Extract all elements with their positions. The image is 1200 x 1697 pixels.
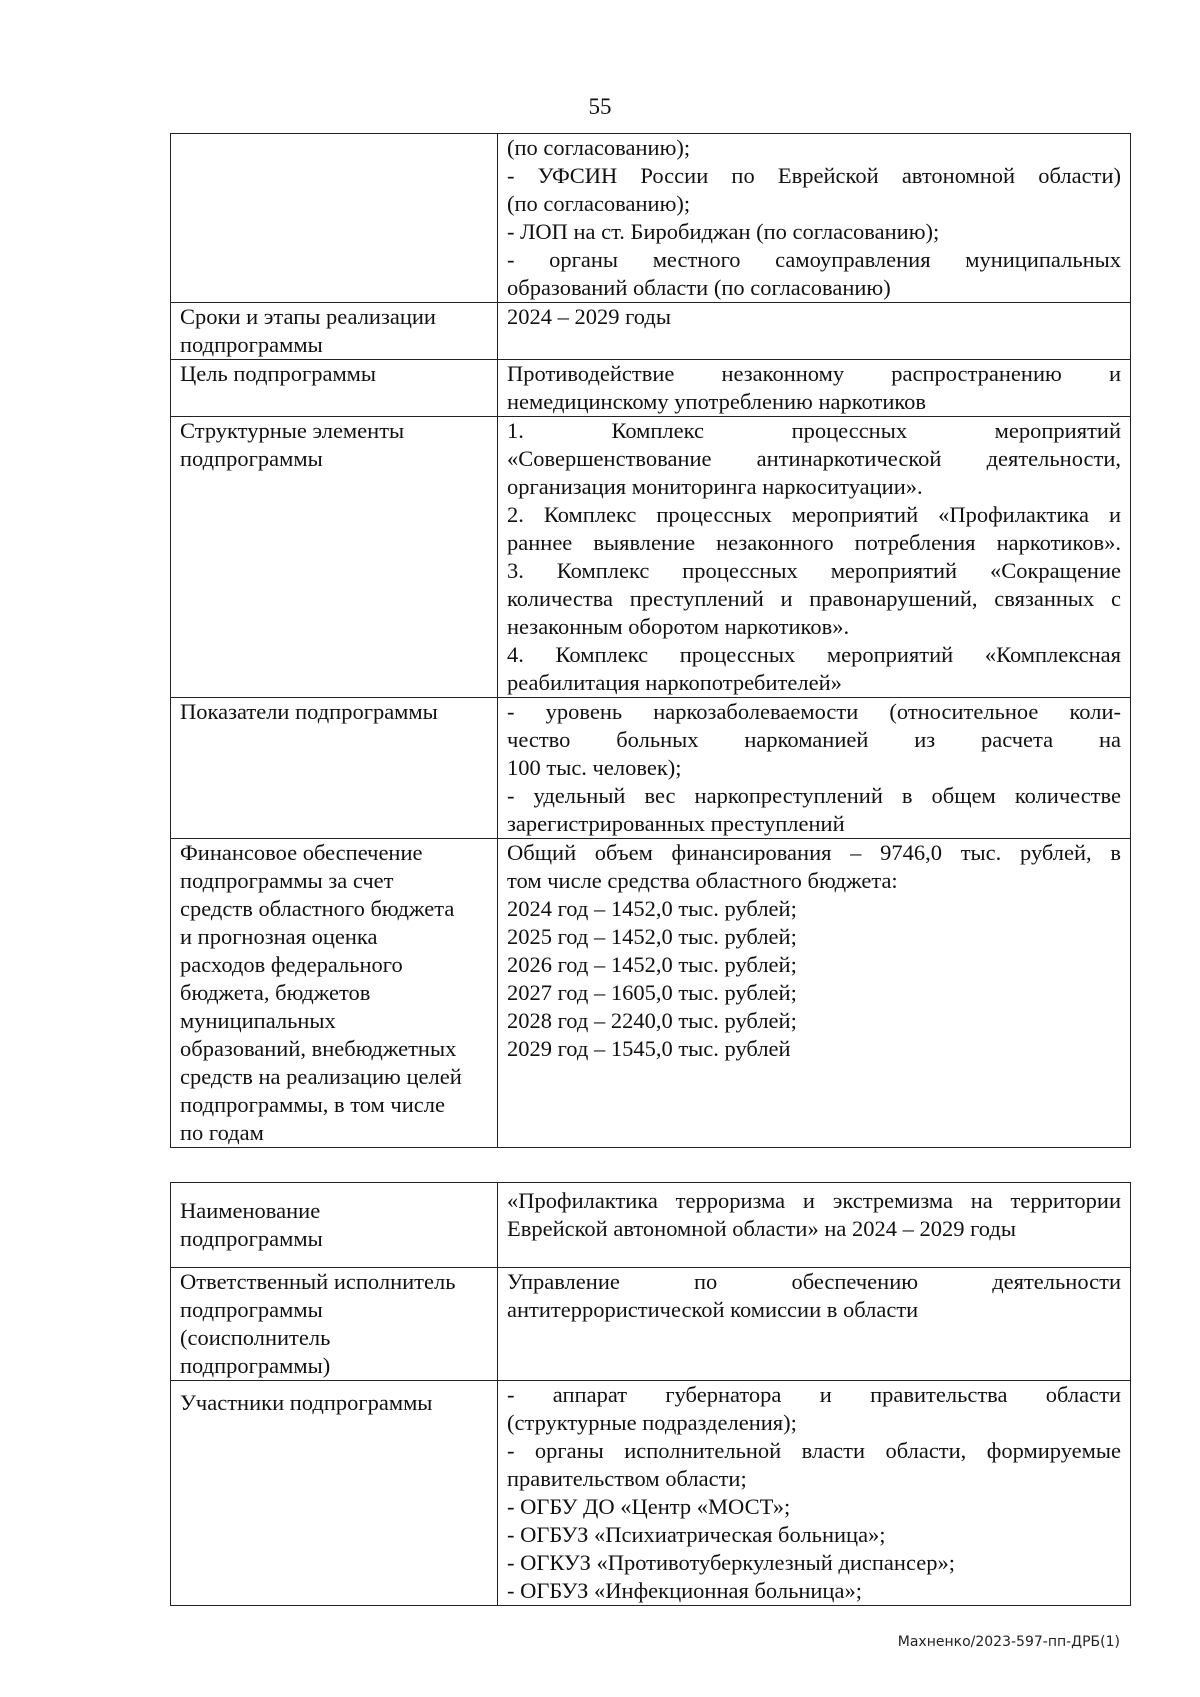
text-line: - УФСИН России по Еврейской автономной области) (507, 163, 1121, 188)
table-row (171, 134, 1131, 303)
text-line: 100 тыс. человек); (507, 755, 682, 780)
text-line: 3. Комплекс процессных мероприятий «Сокращение (507, 558, 1121, 583)
text-line: раннее выявление незаконного потребления наркотиков». (507, 530, 1121, 555)
label-line: по годам (180, 1120, 264, 1145)
text-line: «Совершенствование антинаркотической деятельности, (507, 446, 1121, 471)
label-line: расходов федерального (180, 952, 403, 977)
text-line: - ОГБУ ДО «Центр «МОСТ»; (507, 1494, 791, 1519)
text-line: образований области (по согласованию) (507, 275, 891, 300)
row-label-cell (171, 417, 498, 698)
page-number: 55 (588, 94, 612, 119)
row-value-cell (498, 134, 1131, 303)
label-line: муниципальных (180, 1008, 336, 1033)
text-line: «Профилактика терроризма и экстремизма на территории (507, 1188, 1121, 1213)
row-label-cell (171, 839, 498, 1148)
text-line: - ОГБУЗ «Психиатрическая больница»; (507, 1522, 886, 1547)
label-line: Структурные элементы (180, 418, 405, 443)
text-line: 4. Комплекс процессных мероприятий «Комплексная (507, 642, 1121, 667)
table-row (171, 417, 1131, 698)
text-line: - ОГКУЗ «Противотуберкулезный диспансер»; (507, 1550, 955, 1575)
text-line: немедицинскому употреблению наркотиков (507, 389, 927, 414)
table-row (171, 360, 1131, 417)
table-row (171, 839, 1131, 1148)
label-line: Показатели подпрограммы (180, 699, 438, 724)
label-line: бюджета, бюджетов (180, 980, 371, 1005)
label-line: подпрограммы (180, 332, 323, 357)
text-line: том числе средства областного бюджета: (507, 868, 898, 893)
label-line: Сроки и этапы реализации (180, 304, 436, 329)
text-line: Противодействие незаконному распространению и (507, 361, 1121, 386)
text-line: чество больных наркоманией из расчета на (507, 727, 1121, 752)
label-line: подпрограммы (180, 1226, 323, 1251)
text-line: правительством области; (507, 1466, 747, 1491)
text-line: 2027 год – 1605,0 тыс. рублей; (507, 980, 797, 1005)
text-line: 2024 год – 1452,0 тыс. рублей; (507, 896, 797, 921)
text-line: (по согласованию); (507, 191, 691, 216)
row-label-cell (171, 303, 498, 360)
row-value-cell (498, 417, 1131, 698)
text-line: (по согласованию); (507, 135, 691, 160)
label-line: Финансовое обеспечение (180, 840, 423, 865)
text-line: 2025 год – 1452,0 тыс. рублей; (507, 924, 797, 949)
text-line: - органы исполнительной власти области, формируемые (507, 1438, 1121, 1463)
label-line: средств на реализацию целей (180, 1064, 462, 1089)
table-row (171, 1183, 1131, 1268)
table-row (171, 1381, 1131, 1606)
subprogram-passport-table-1 (170, 133, 1131, 1148)
table-row (171, 698, 1131, 839)
text-line: антитеррористической комиссии в области (507, 1297, 919, 1322)
row-value-cell (498, 698, 1131, 839)
label-line: средств областного бюджета (180, 896, 455, 921)
text-line: 2024 – 2029 годы (507, 304, 671, 329)
text-line: организация мониторинга наркоситуации». (507, 474, 923, 499)
text-line: - удельный вес наркопреступлений в общем количестве (507, 783, 1121, 808)
text-line: 2029 год – 1545,0 тыс. рублей (507, 1036, 791, 1061)
text-line: 1. Комплекс процессных мероприятий (507, 418, 1121, 443)
text-line: 2026 год – 1452,0 тыс. рублей; (507, 952, 797, 977)
label-line: подпрограммы (180, 446, 323, 471)
row-label-cell (171, 1183, 498, 1268)
label-line: Цель подпрограммы (180, 361, 377, 386)
text-line: - органы местного самоуправления муниципальных (507, 247, 1121, 272)
row-value-cell (498, 1268, 1131, 1381)
text-line: - ЛОП на ст. Биробиджан (по согласованию); (507, 219, 940, 244)
text-line: реабилитация наркопотребителей» (507, 670, 842, 695)
text-line: Еврейской автономной области» на 2024 – 2029 годы (507, 1216, 1016, 1241)
row-value-cell (498, 1183, 1131, 1268)
row-label-cell (171, 698, 498, 839)
label-line: и прогнозная оценка (180, 924, 378, 949)
row-label-cell (171, 134, 498, 303)
table-row (171, 1268, 1131, 1381)
label-line: образований, внебюджетных (180, 1036, 457, 1061)
text-line: Общий объем финансирования – 9746,0 тыс. рублей, в (507, 840, 1121, 865)
text-line: 2. Комплекс процессных мероприятий «Профилактика и (507, 502, 1121, 527)
text-line: Управление по обеспечению деятельности (507, 1269, 1121, 1294)
label-line: подпрограммы (180, 1297, 323, 1322)
label-line: подпрограммы за счет (180, 868, 394, 893)
row-value-cell (498, 1381, 1131, 1606)
label-line: подпрограммы) (180, 1353, 331, 1378)
text-line: количества преступлений и правонарушений, связанных с (507, 586, 1121, 611)
row-label-cell (171, 360, 498, 417)
subprogram-passport-table-2 (170, 1182, 1131, 1606)
row-label-cell (171, 1268, 498, 1381)
text-line: зарегистрированных преступлений (507, 811, 845, 836)
text-line: - ОГБУЗ «Инфекционная больница»; (507, 1578, 862, 1603)
row-label-cell (171, 1381, 498, 1606)
label-line: подпрограммы, в том числе (180, 1092, 445, 1117)
label-line: Участники подпрограммы (180, 1390, 433, 1415)
label-line: Наименование (180, 1198, 321, 1223)
row-value-cell (498, 360, 1131, 417)
text-line: - уровень наркозаболеваемости (относительное коли- (507, 699, 1121, 724)
text-line: (структурные подразделения); (507, 1410, 797, 1435)
table-row (171, 303, 1131, 360)
text-line: - аппарат губернатора и правительства области (507, 1382, 1121, 1407)
row-value-cell (498, 303, 1131, 360)
text-line: 2028 год – 2240,0 тыс. рублей; (507, 1008, 797, 1033)
row-value-cell (498, 839, 1131, 1148)
text-line: незаконным оборотом наркотиков». (507, 614, 850, 639)
label-line: Ответственный исполнитель (180, 1269, 456, 1294)
label-line: (соисполнитель (180, 1325, 331, 1350)
document-footer-reference: Махненко/2023-597-пп-ДРБ(1) (897, 1634, 1120, 1650)
